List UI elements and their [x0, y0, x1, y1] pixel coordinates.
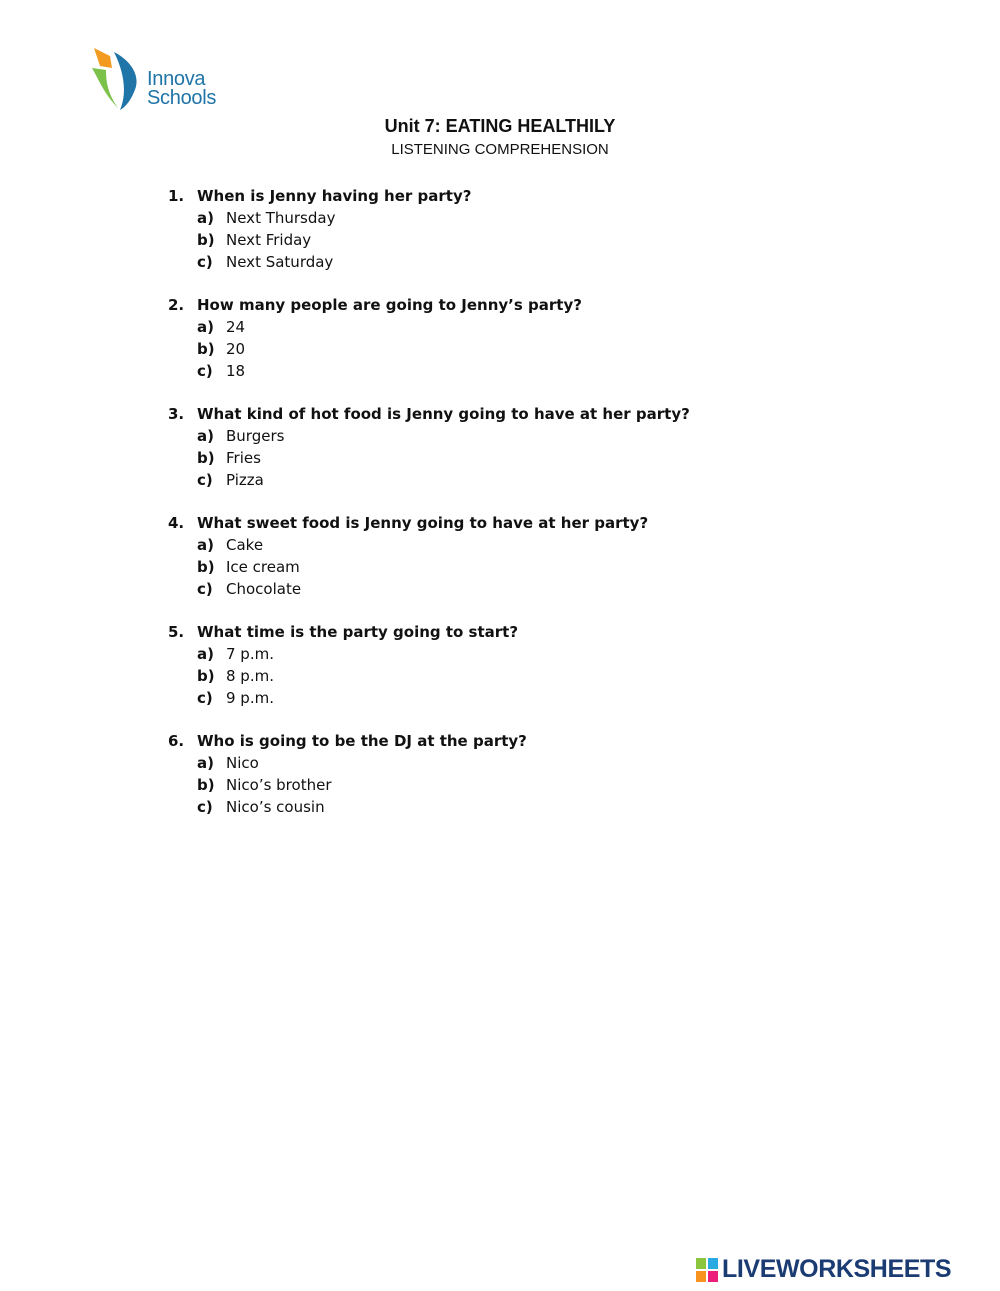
question-text: What sweet food is Jenny going to have at her party?	[197, 514, 649, 532]
option-letter: a)	[197, 645, 214, 663]
option-letter: b)	[197, 340, 215, 358]
logo-line-1: Innova	[147, 68, 206, 90]
question-number: 4.	[168, 514, 185, 532]
question-1	[168, 185, 808, 273]
leaf-logo-icon	[90, 46, 148, 114]
answer-option[interactable]	[168, 338, 808, 360]
option-letter: a)	[197, 754, 214, 772]
option-letter: c)	[197, 689, 213, 707]
option-text: Next Thursday	[226, 209, 336, 227]
answer-option[interactable]	[168, 251, 808, 273]
liveworksheets-footer	[696, 1255, 951, 1284]
question-number: 1.	[168, 187, 185, 205]
page-subtitle: LISTENING COMPREHENSION	[391, 141, 609, 158]
option-text: Next Friday	[226, 231, 312, 249]
option-letter: a)	[197, 209, 214, 227]
option-text: Fries	[226, 449, 261, 467]
option-letter: a)	[197, 318, 214, 336]
option-letter: b)	[197, 776, 215, 794]
answer-option[interactable]	[168, 229, 808, 251]
question-5	[168, 621, 808, 709]
question-text: What time is the party going to start?	[197, 623, 519, 641]
answer-option[interactable]	[168, 425, 808, 447]
option-letter: c)	[197, 580, 213, 598]
option-text: Pizza	[226, 471, 264, 489]
question-text: When is Jenny having her party?	[197, 187, 472, 205]
option-text: 18	[226, 362, 246, 380]
question-number: 2.	[168, 296, 185, 314]
answer-option[interactable]	[168, 643, 808, 665]
question-text: What kind of hot food is Jenny going to have at her party?	[197, 405, 690, 423]
question-list	[168, 185, 808, 839]
answer-option[interactable]	[168, 447, 808, 469]
option-text: Nico	[226, 754, 259, 772]
option-letter: c)	[197, 798, 213, 816]
option-text: Burgers	[226, 427, 285, 445]
answer-option[interactable]	[168, 360, 808, 382]
option-letter: b)	[197, 558, 215, 576]
option-text: 7 p.m.	[226, 645, 274, 663]
question-text: How many people are going to Jenny’s party?	[197, 296, 582, 314]
option-text: 9 p.m.	[226, 689, 274, 707]
answer-option[interactable]	[168, 316, 808, 338]
question-3	[168, 403, 808, 491]
option-text: Nico’s brother	[226, 776, 332, 794]
option-text: 20	[226, 340, 246, 358]
answer-option[interactable]	[168, 578, 808, 600]
liveworksheets-badge-icon	[696, 1258, 718, 1282]
option-letter: c)	[197, 362, 213, 380]
answer-option[interactable]	[168, 207, 808, 229]
option-letter: a)	[197, 536, 214, 554]
question-number: 5.	[168, 623, 185, 641]
question-text: Who is going to be the DJ at the party?	[197, 732, 527, 750]
option-text: Chocolate	[226, 580, 302, 598]
option-letter: b)	[197, 667, 215, 685]
answer-option[interactable]	[168, 469, 808, 491]
answer-option[interactable]	[168, 665, 808, 687]
innova-schools-logo	[90, 46, 240, 116]
option-letter: a)	[197, 427, 214, 445]
logo-wordmark	[147, 70, 216, 108]
question-number: 3.	[168, 405, 185, 423]
answer-option[interactable]	[168, 796, 808, 818]
answer-option[interactable]	[168, 752, 808, 774]
question-4	[168, 512, 808, 600]
option-letter: b)	[197, 231, 215, 249]
option-text: 24	[226, 318, 246, 336]
answer-option[interactable]	[168, 534, 808, 556]
option-text: 8 p.m.	[226, 667, 274, 685]
question-2	[168, 294, 808, 382]
option-text: Cake	[226, 536, 264, 554]
option-letter: b)	[197, 449, 215, 467]
liveworksheets-brand: LIVEWORKSHEETS	[722, 1255, 952, 1283]
option-letter: c)	[197, 253, 213, 271]
option-text: Next Saturday	[226, 253, 334, 271]
question-6	[168, 730, 808, 818]
answer-option[interactable]	[168, 687, 808, 709]
question-number: 6.	[168, 732, 185, 750]
option-letter: c)	[197, 471, 213, 489]
answer-option[interactable]	[168, 774, 808, 796]
option-text: Nico’s cousin	[226, 798, 325, 816]
page-title: Unit 7: EATING HEALTHILY	[384, 116, 616, 136]
logo-line-2: Schools	[147, 87, 217, 109]
answer-option[interactable]	[168, 556, 808, 578]
option-text: Ice cream	[226, 558, 300, 576]
